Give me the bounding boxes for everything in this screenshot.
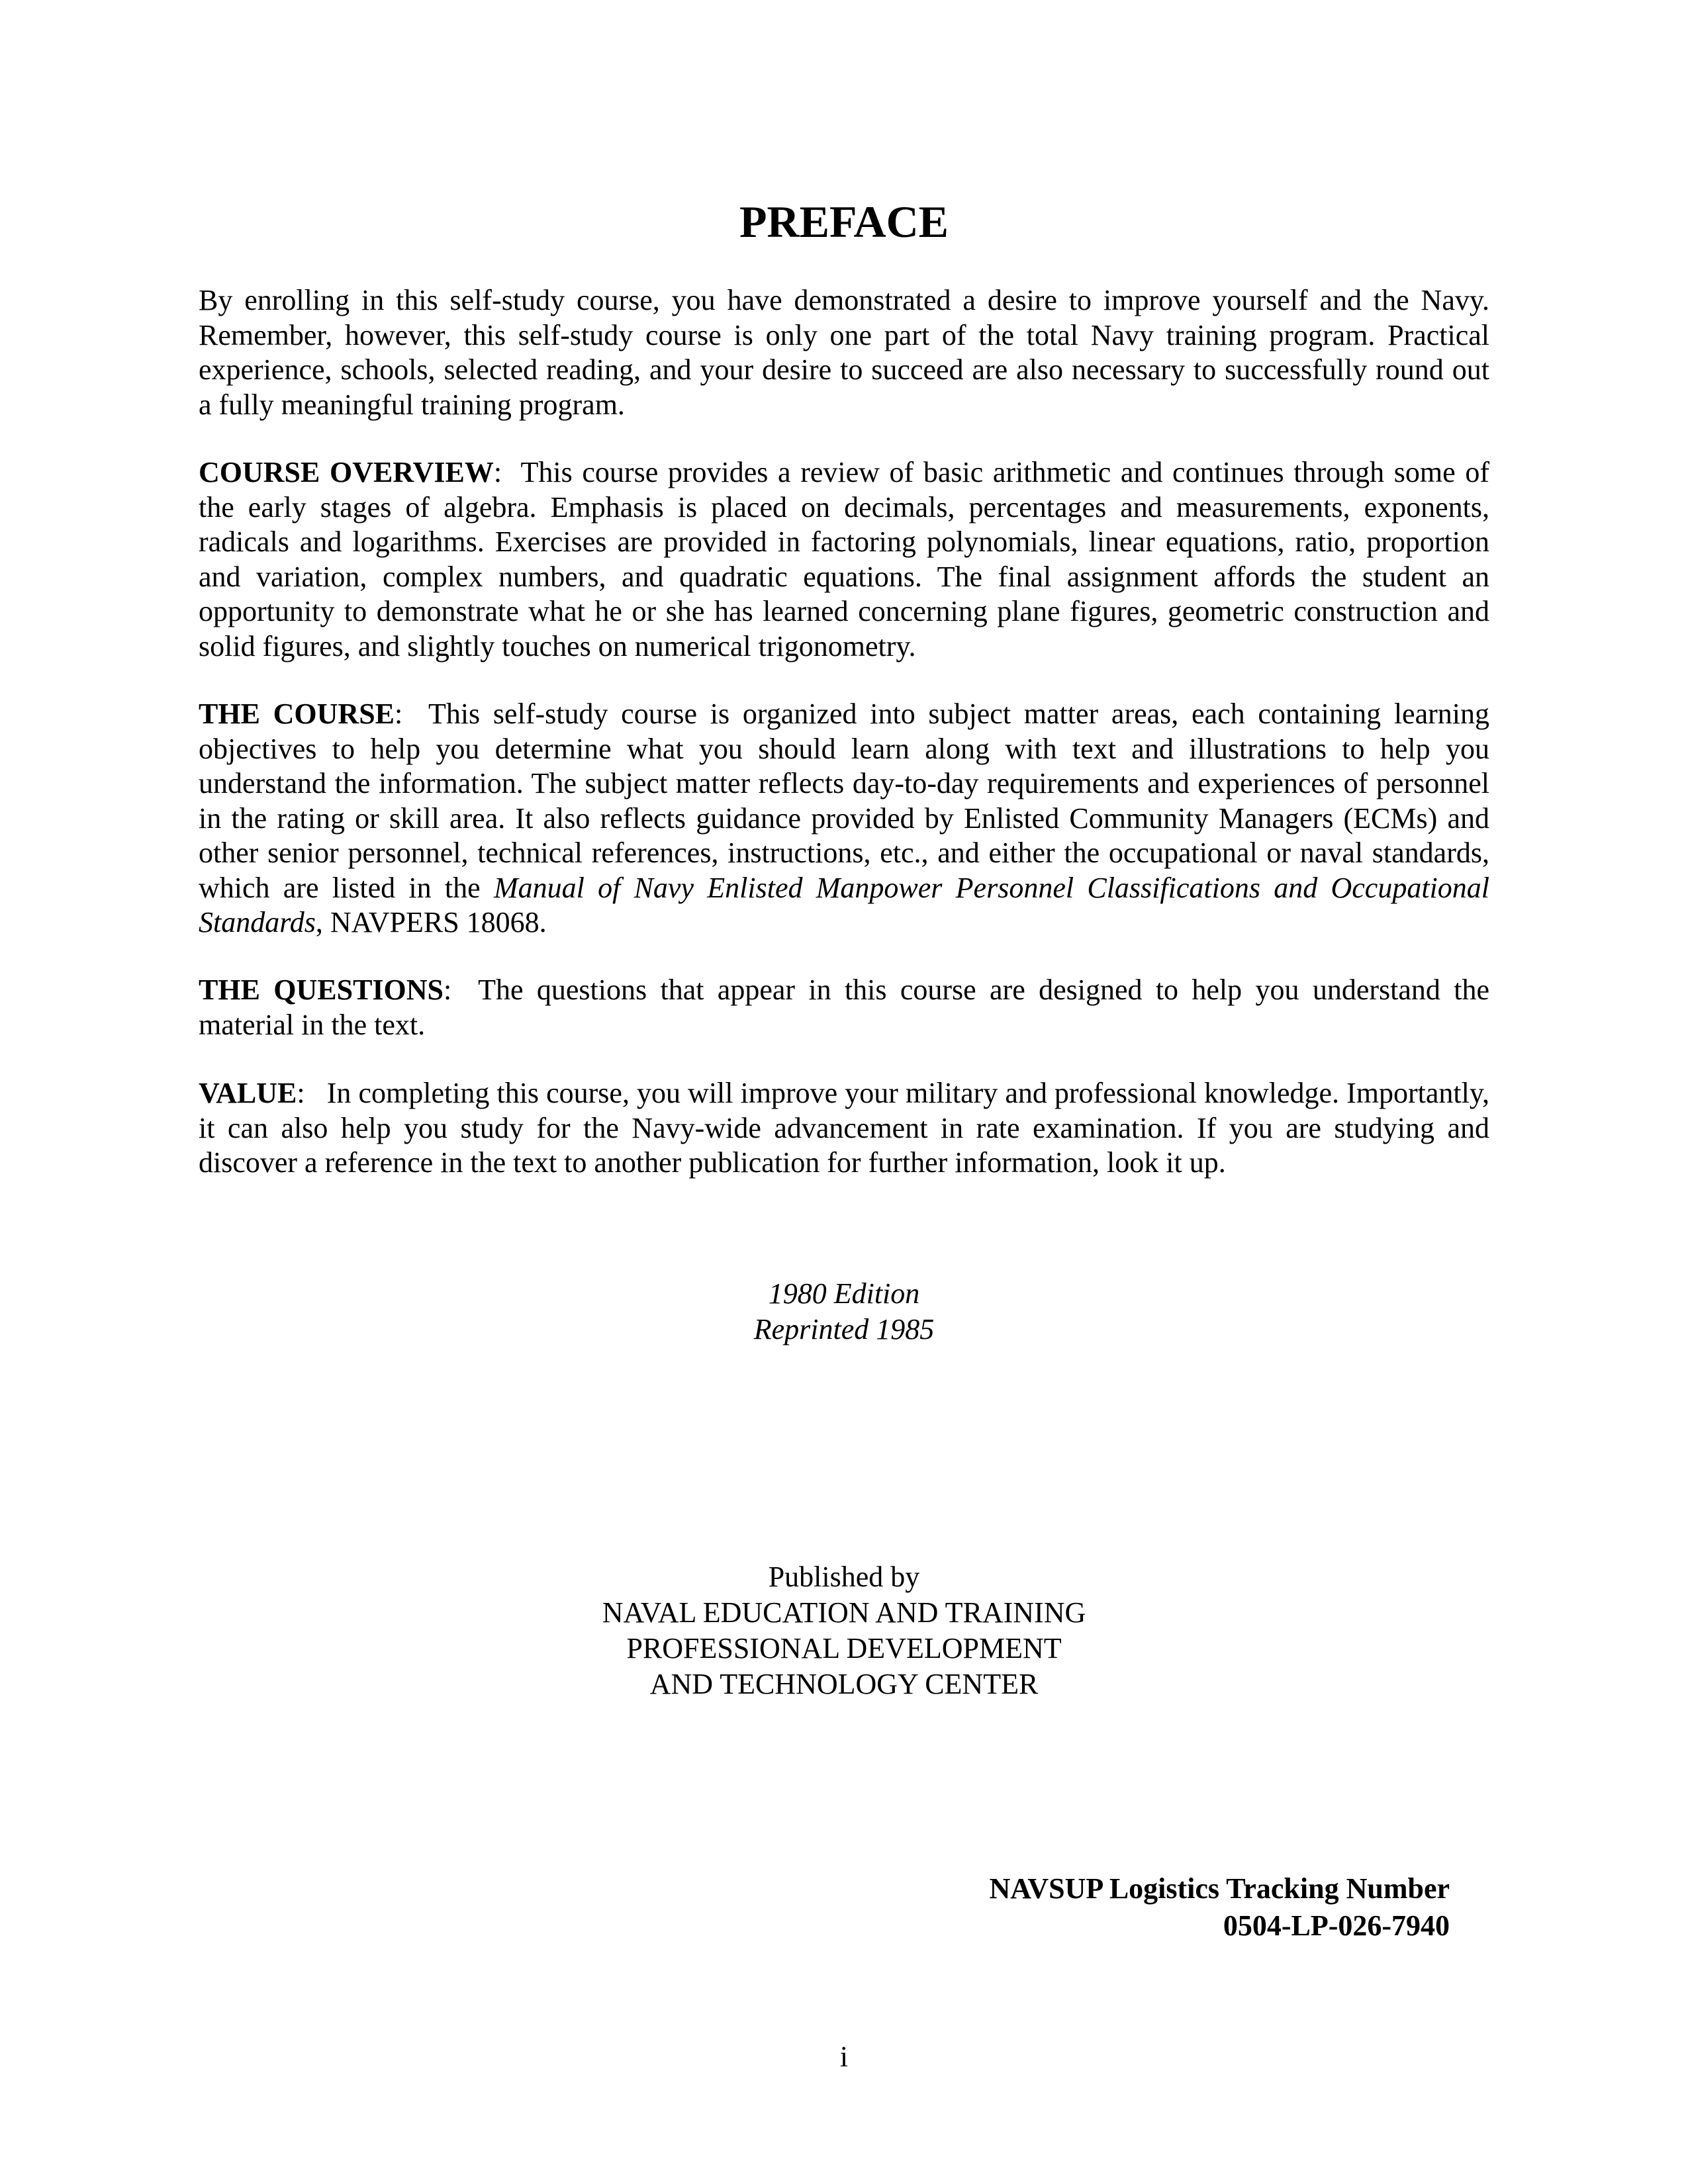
reprint-line: Reprinted 1985: [753, 1313, 935, 1345]
publisher-name-line-2: PROFESSIONAL DEVELOPMENT: [626, 1632, 1062, 1664]
the-questions-heading: THE QUESTIONS: [199, 974, 444, 1006]
published-by-line: Published by: [768, 1561, 920, 1593]
page-title: PREFACE: [739, 197, 949, 247]
publisher-name-line-3: AND TECHNOLOGY CENTER: [649, 1668, 1039, 1700]
tracking-label: NAVSUP Logistics Tracking Number: [989, 1872, 1450, 1905]
the-questions-paragraph: [199, 973, 1489, 1042]
heading-colon: :: [493, 456, 502, 488]
tracking-number: 0504-LP-026-7940: [1223, 1909, 1450, 1942]
value-heading: VALUE: [199, 1077, 297, 1109]
the-questions-text: The questions that appear in this course are designed to help you understand the material in the text.: [199, 974, 1489, 1041]
value-text: In completing this course, you will improve your military and professional knowledge. Importantly, it can also help you study for the Navy-wide advancement in rate examination. If you are studying and discover a reference in the text to another publication for further information, look it up.: [199, 1077, 1490, 1179]
page-number: i: [839, 2040, 849, 2073]
publisher-block: [0, 1559, 1688, 1702]
heading-colon: :: [444, 974, 452, 1006]
course-overview-paragraph: [199, 455, 1489, 664]
the-course-text-end: , NAVPERS 18068.: [315, 906, 547, 938]
heading-colon: :: [395, 698, 403, 730]
edition-block: [0, 1276, 1688, 1347]
tracking-block: [989, 1870, 1450, 1944]
heading-colon: :: [297, 1077, 305, 1109]
edition-line: 1980 Edition: [768, 1277, 920, 1310]
the-course-text: This self-study course is organized into subject matter areas, each containing learning objectives to help you determine what you should learn along with text and illustrations to help you understand the information. The subject matter reflects day-to-day requirements and experiences of personnel in the rating or skill area. It also reflects guidance provided by Enlisted Community Managers (ECMs) and other senior personnel, technical references, instructions, etc., and either the occupational or naval standards, which are listed in the: [199, 698, 1489, 904]
course-overview-heading: COURSE OVERVIEW: [199, 456, 494, 488]
publisher-name-line-1: NAVAL EDUCATION AND TRAINING: [602, 1596, 1086, 1629]
the-course-paragraph: [199, 697, 1489, 940]
the-course-heading: THE COURSE: [199, 698, 395, 730]
intro-paragraph: By enrolling in this self-study course, you have demonstrated a desire to improve yourself and the Navy. Remember, however, this self-study course is only one part of the total Navy training program. Practical experience, schools, selected reading, and your desire to succeed are also necessary to successfully round out a fully meaningful training program.: [199, 284, 1489, 421]
value-paragraph: [199, 1076, 1489, 1181]
course-overview-text: This course provides a review of basic arithmetic and continues through some of the early stages of algebra. Emphasis is placed on decimals, percentages and measurements, exponents, radicals and logarithms. Exercises are provided in factoring polynomials, linear equations, ratio, proportion and variation, complex numbers, and quadratic equations. The final assignment affords the student an opportunity to demonstrate what he or she has learned concerning plane figures, geometric construction and solid figures, and slightly touches on numerical trigonometry.: [199, 456, 1489, 662]
manual-title: Manual of Navy Enlisted Manpower Personnel Classifications and Occupational Standards: [199, 871, 1490, 938]
